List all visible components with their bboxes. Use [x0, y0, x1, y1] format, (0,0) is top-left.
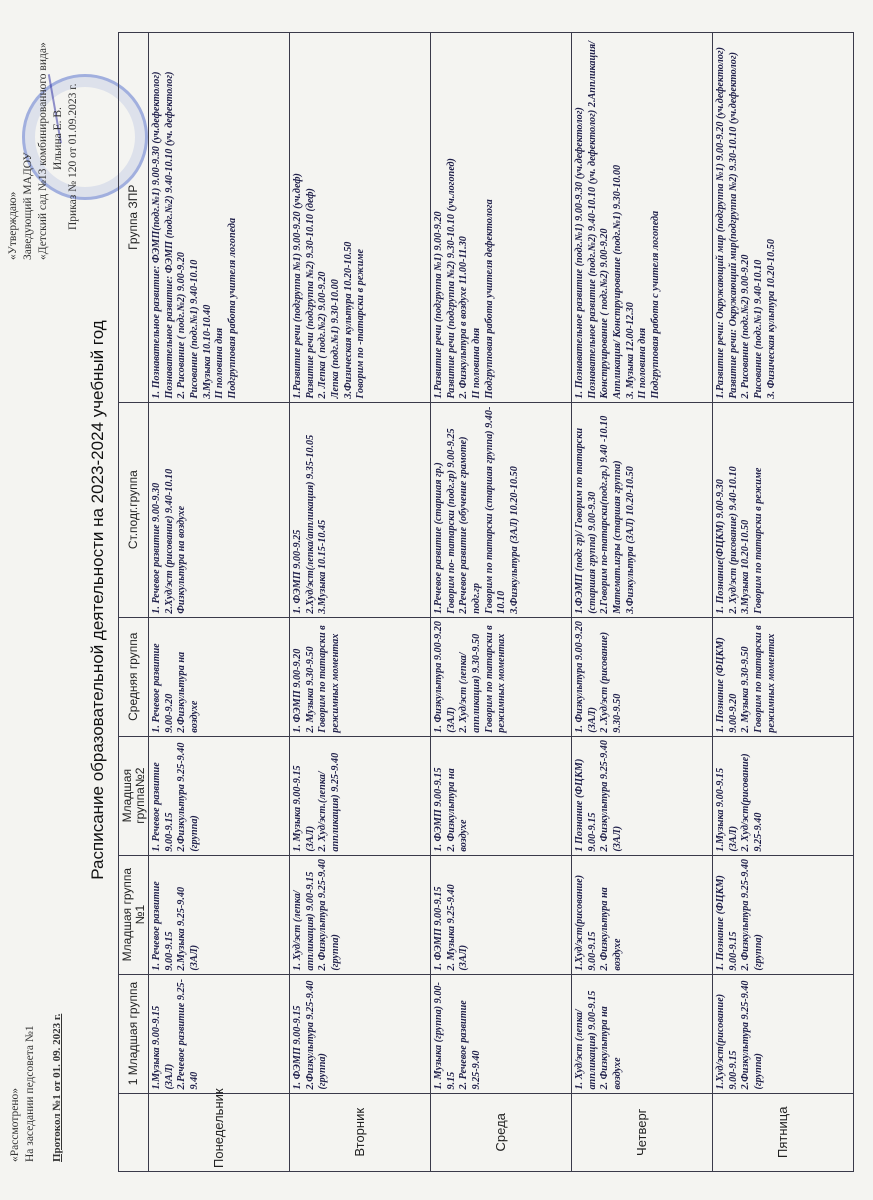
schedule-cell — [713, 736, 854, 855]
column-header: 1 Младшая группа — [119, 974, 149, 1093]
activity-line: 2. Худ/эст.(лепка/аппликация) 9.25-9.40 — [317, 752, 341, 852]
activity-line: 1.Музыка 9.00-9.15 (ЗАЛ) — [151, 1005, 175, 1090]
activity-line: 2. Худ/эст(рисование) 9.25-9.40 — [740, 753, 764, 852]
activity-line: 2.Речевое развитие 9.25-9.40 — [176, 978, 200, 1090]
activity-line: 2. Физкультура в воздухе 11.00-11.30 — [458, 236, 470, 399]
activity-line: 2.Физкультура 9.25-9.40 (группа) — [740, 980, 764, 1090]
schedule-cell — [431, 617, 572, 736]
activity-line: 1. Речевое развитие 9.00-9.15 — [151, 762, 175, 852]
activity-line: Развитие речи: Окружающий мир(подгруппа №2) 9.30-10.10 (уч.дефектолог) — [727, 52, 739, 399]
day-cell: Четверг — [572, 1093, 713, 1171]
column-header: Ст.подг.группа — [119, 402, 149, 617]
day-cell: Среда — [431, 1093, 572, 1171]
activity-line: Лепка (подг.№1) 9.30-10.00 — [329, 279, 341, 399]
activity-line: Говорим по татарски в режимных моментах — [483, 625, 508, 733]
activity-line: Познавательное развитие (подг.№2) 9.40-10.10 (уч. дефектолог) 2.Аппликация/ Конструирование ( подг.№2) 9.00-9.20 — [586, 41, 611, 399]
activity-line: Говорим по- татарски (подг.гр) 9.00-9.25 — [445, 428, 457, 614]
activity-line: 1. ФЭМП 9.00-9.20 — [292, 648, 304, 733]
activity-line: 2. Музыка 9.30-9.50 — [304, 646, 316, 733]
activity-line: Физкультура на воздухе — [176, 505, 188, 614]
activity-line: 1. Речевое развитие 9.00-9.20 — [151, 643, 175, 733]
schedule-cell — [290, 402, 431, 617]
activity-line: 1 Познание (ФЦКМ) 9.00-9.15 — [574, 758, 598, 852]
activity-line: 3.Физкультура (ЗАЛ) 10.20-10.50 — [508, 466, 520, 614]
column-header — [119, 1093, 149, 1171]
schedule-cell — [149, 974, 290, 1093]
schedule-cell — [713, 974, 854, 1093]
activity-line: 1. Познание(ФЦКМ) 9.00-9.30 — [715, 479, 727, 614]
activity-line: II половина дня — [470, 327, 482, 399]
day-cell: Понедельник — [149, 1093, 290, 1171]
schedule-cell — [713, 33, 854, 403]
schedule-cell — [149, 855, 290, 974]
activity-line: 2.Музыка 9.25-9.40 (ЗАЛ) — [176, 886, 200, 971]
schedule-cell — [431, 736, 572, 855]
activity-line: 2 .Худ/эст (рисование) 9.30-9.50 — [599, 631, 623, 733]
activity-line: 1. Физкультура 9.00-9.20 (ЗАЛ) — [574, 621, 598, 733]
schedule-cell — [290, 617, 431, 736]
activity-line: 1. ФЭМП 9.00-9.15 — [433, 886, 445, 971]
activity-line: 3.Музыка 10.15-10.45 — [317, 519, 329, 614]
schedule-cell — [572, 33, 713, 403]
activity-line: 1. ФЭМП 9.00-9.15 — [433, 767, 445, 852]
activity-line: 1. Худ/эст (лепка/аппликация) 9.00-9.15 — [292, 871, 316, 971]
schedule-cell — [149, 617, 290, 736]
activity-line: 2. Худ/эст (лепка/аппликация) 9.30-9.50 — [458, 633, 482, 733]
activity-line: 1. Познание (ФЦКМ) 9.00-9.15 — [715, 875, 739, 971]
activity-line: 1.Худ/эст(рисование) 9.00-9.15 — [574, 874, 598, 971]
activity-line: Познавательное развитие: ФЭМП (подг.№2) 9.40-10.10 (уч. дефектолог) — [163, 71, 175, 399]
activity-line: 3.Музыка 10.20-10.50 — [740, 519, 752, 614]
activity-line: 2.Физкультура 9.25-9.40 (группа) — [304, 980, 329, 1090]
schedule-cell — [149, 736, 290, 855]
activity-line: 1. Музыка (группа) 9.00-9.15 — [433, 982, 457, 1090]
schedule-cell — [149, 402, 290, 617]
schedule-cell — [572, 617, 713, 736]
activity-line: Говорим по татарски в режимных моментах — [752, 625, 777, 733]
column-header: Группа ЗПР — [119, 33, 149, 403]
activity-line: 3.Музыка 10.10-10.40 — [201, 304, 213, 399]
activity-line: 1.ФЭМП (подг гр)/ Говорим по татарски (старшая группа) 9.00-9.30 — [574, 427, 598, 614]
activity-line: 1.Музыка 9.00-9.15 (ЗАЛ) — [715, 767, 739, 852]
activity-line: 2.Худ/эст(лепка/аппликация) 9.35-10.05 — [304, 434, 316, 614]
schedule-cell — [431, 855, 572, 974]
activity-line: 2. Лепка ( подг.№2) 9.00-9.20 — [317, 271, 329, 399]
schedule-cell — [713, 402, 854, 617]
day-cell: Вторник — [290, 1093, 431, 1171]
table-row — [572, 33, 713, 1172]
activity-line: 1.Развитие речи (подгруппа №1) 9.00-9.20 — [433, 211, 445, 399]
activity-line: 2. Физкультура на воздухе — [599, 1006, 623, 1090]
schedule-cell — [431, 402, 572, 617]
header-approved-block — [6, 42, 81, 260]
activity-line: Аппликация/ Конструирование (подг.№1) 9.30-10.00 — [611, 164, 623, 399]
activity-line: 1. Физкультура 9.00-9.20 (ЗАЛ) — [433, 621, 457, 733]
activity-line: 1.Худ/эст(рисование) 9.00-9.15 — [715, 993, 739, 1090]
schedule-cell — [290, 855, 431, 974]
activity-line: 1. Речевое развитие 9.00-9.15 — [151, 881, 175, 971]
table-row — [149, 33, 290, 1172]
activity-line: 1. Речевое развитие 9.00-9.30 — [151, 482, 163, 614]
activity-line: 2.Физкультура на воздухе — [176, 651, 200, 733]
activity-line: 1. Познание (ФЦКМ) 9.00-9.20 — [715, 637, 739, 733]
head-name: Ильина Е. В. — [52, 107, 64, 170]
order-label: Приказ № 120 от 01.09.2023 г. — [67, 83, 79, 230]
activity-line: Подгрупповая работа учителя дефектолога — [483, 199, 495, 399]
activity-line: II половина дня — [637, 327, 649, 399]
head-label: Заведующий МАДОУ — [22, 152, 34, 260]
activity-line: Рисование (подг.№1) 9.40-10.10 — [752, 259, 764, 399]
activity-line: 3.Физическая культура 10.20-10.50 — [342, 241, 354, 399]
activity-line: 1. Худ/эст (лепка/аппликация) 9.00-9.15 — [574, 990, 598, 1090]
activity-line: Развитие речи (подгруппа №2) 9.30-10.10 (уч.логопед) — [445, 158, 457, 399]
activity-line: 3.Физкультура (ЗАЛ) 10.20-10.50 — [624, 466, 636, 614]
schedule-cell — [149, 33, 290, 403]
activity-line: 1. ФЭМП 9.00-9.25 — [292, 529, 304, 614]
activity-line: Подгрупповая работа с учителя логопеда — [649, 210, 661, 399]
activity-line: 2. Худ/эст (рисование) 9.40-10.10 — [727, 466, 739, 614]
activity-line: 2. Рисование (подг.№2) 9.00-9.20 — [740, 254, 752, 399]
header-reviewed-block — [8, 1014, 65, 1162]
kindergarten-label: «Детский сад №13 комбинированного вида» — [37, 42, 49, 260]
activity-line: 2. Музыка 9.30-9.50 — [740, 646, 752, 733]
column-header: Младшая группа№2 — [119, 736, 149, 855]
activity-line: Математ.игры (старшая группа) — [611, 460, 623, 614]
column-header: Младшая группа №1 — [119, 855, 149, 974]
activity-line: II половина дня — [214, 327, 226, 399]
activity-line: 2.Физкультура 9.25-9.40 (группа) — [176, 742, 200, 852]
schedule-cell — [572, 974, 713, 1093]
activity-line: 2.Речевое развитие (обучение грамоте) подг.гр — [458, 436, 482, 614]
activity-line: 3. Физическая культура 10.20-10.50 — [765, 239, 777, 399]
activity-line: 1. Познавательное развитие: ФЭМП(подг.№1) 9.00-9.30 (уч.дефектолог) — [151, 71, 163, 399]
activity-line: 1. Музыка 9.00-9.15 (ЗАЛ) — [292, 765, 316, 852]
activity-line: 2. Речевое развитие 9.25-9.40 — [458, 1000, 482, 1090]
activity-line: 2. Физкультура на воздухе — [599, 887, 623, 971]
activity-line: 2. Физкультура на воздухе — [445, 768, 470, 852]
activity-line: Развитие речи (подгруппа №2) 9.30-10.10 (деф) — [304, 188, 316, 399]
activity-line: Говорим по -татарски в режиме — [355, 249, 367, 399]
activity-line: Подгрупповая работа учителя логопеда — [226, 217, 238, 399]
approve-label: «Утверждаю» — [7, 191, 19, 260]
activity-line: 1.Развитие речи: Окружающий мир (подгруппа №1) 9.00-9.20 (уч.дефектолог) — [715, 46, 727, 399]
schedule-cell — [713, 617, 854, 736]
table-body — [149, 33, 854, 1172]
schedule-cell — [572, 402, 713, 617]
table-row — [431, 33, 572, 1172]
activity-line: Рисование (подг.№1) 9.40-10.10 — [188, 259, 200, 399]
schedule-cell — [572, 855, 713, 974]
activity-line: 1. Познавательное развитие (подг.№1) 9.00-9.30 (уч.дефектолог) — [574, 107, 586, 399]
activity-line: 2. Музыка 9.25-9.40 (ЗАЛ) — [445, 884, 470, 971]
activity-line: 2. Рисование ( подг.№2) 9.00-9.20 — [176, 251, 188, 399]
reviewed-label: «Рассмотрено» — [9, 1087, 21, 1162]
activity-line: 1. ФЭМП 9.00-9.15 — [292, 1005, 304, 1090]
schedule-cell — [431, 33, 572, 403]
table-row — [713, 33, 854, 1172]
activity-line: 2.Говорим по-татарски(подг.гр.) 9.40 -10.10 — [599, 415, 611, 614]
schedule-cell — [713, 855, 854, 974]
activity-line: Говорим по татарски в режиме — [752, 467, 764, 614]
schedule-cell — [290, 33, 431, 403]
activity-line: 3. Музыка 12.00-12.30 — [624, 302, 636, 399]
schedule-cell — [431, 974, 572, 1093]
day-cell: Пятница — [713, 1093, 854, 1171]
activity-line: 2. Физкультура 9.25-9.40 (ЗАЛ) — [599, 740, 623, 852]
schedule-cell — [290, 974, 431, 1093]
protocol-label: Протокол №1 от 01. 09. 2023 г. — [51, 1013, 63, 1162]
page-title: Расписание образовательной деятельности на 2023-2024 учебный год — [88, 320, 107, 880]
table-header-row — [119, 33, 149, 1172]
activity-line: Говорим по татарски (старшая группа) 9.40-10.10 — [483, 406, 508, 614]
schedule-cell — [290, 736, 431, 855]
activity-line: 2. Физкультура 9.25-9.40 (группа) — [317, 858, 341, 971]
schedule-cell — [572, 736, 713, 855]
table-row — [290, 33, 431, 1172]
activity-line: 2. Физкультура 9.25-9.40 (группа) — [740, 858, 764, 971]
council-label: На заседании педсовета №1 — [24, 1025, 36, 1162]
activity-line: 1.Речевое развитие (старшая гр.) — [433, 462, 445, 614]
activity-line: 1.Развитие речи (подгруппа №1) 9.00-9.20 (уч.деф) — [292, 173, 304, 399]
schedule-table — [118, 32, 854, 1172]
activity-line: Говорим по татарски в режимных моментах — [317, 625, 341, 733]
activity-line: 2.Худ/эст (рисование) 9.40-10.10 — [163, 468, 175, 614]
column-header: Средняя группа — [119, 617, 149, 736]
